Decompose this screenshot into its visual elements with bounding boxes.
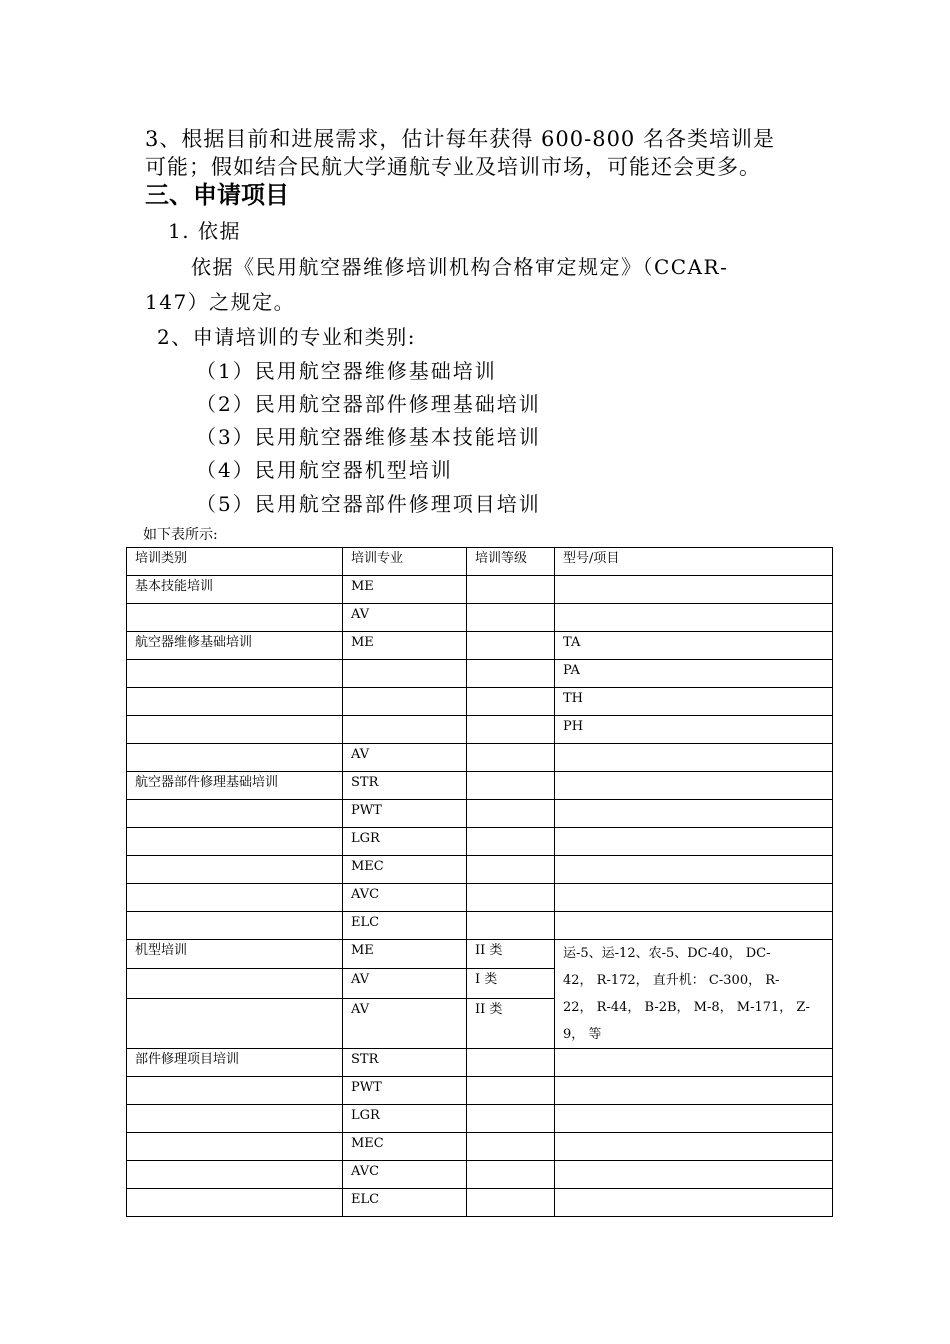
cell-level [467,1189,555,1217]
training-type-item: （2）民用航空器部件修理基础培训 [196,392,541,416]
cell-category [127,1161,343,1189]
cell-category [127,998,343,1048]
training-type-item: （1）民用航空器维修基础培训 [196,359,497,383]
cell-model [555,1049,833,1077]
table-row [127,604,833,632]
cell-specialty: ME [343,576,467,604]
header-specialty: 培训专业 [343,548,467,576]
cell-category: 航空器维修基础培训 [127,632,343,660]
table-header-row [127,548,833,576]
cell-category [127,660,343,688]
training-type-item: （3）民用航空器维修基本技能培训 [196,425,541,449]
cell-level [467,828,555,856]
table-row [127,884,833,912]
header-level: 培训等级 [467,548,555,576]
cell-level [467,772,555,800]
cell-specialty: ELC [343,1189,467,1217]
cell-level [467,884,555,912]
table-caption: 如下表所示: [143,527,218,543]
cell-level [467,1077,555,1105]
cell-specialty: LGR [343,1105,467,1133]
cell-model [555,1077,833,1105]
item-1-text-line-1: 依据《民用航空器维修培训机构合格审定规定》（CCAR- [191,255,729,279]
cell-model: TA [555,632,833,660]
cell-specialty: PWT [343,1077,467,1105]
cell-specialty: AV [343,969,467,998]
cell-category [127,800,343,828]
cell-level [467,604,555,632]
table-row [127,1133,833,1161]
cell-level [467,576,555,604]
cell-level [467,1105,555,1133]
model-types-line: 9， 等 [563,1027,602,1042]
cell-model [555,1133,833,1161]
cell-level [467,1049,555,1077]
cell-model [555,828,833,856]
cell-category [127,828,343,856]
cell-category [127,716,343,744]
cell-specialty: STR [343,1049,467,1077]
table-row [127,940,833,969]
training-table [126,547,833,1217]
cell-specialty: ELC [343,912,467,940]
cell-level [467,632,555,660]
table-row [127,772,833,800]
cell-specialty: AVC [343,884,467,912]
cell-specialty: AV [343,744,467,772]
table-row [127,716,833,744]
section-heading: 三、申请项目 [145,181,289,209]
cell-category: 部件修理项目培训 [127,1049,343,1077]
cell-level [467,800,555,828]
table-row [127,1077,833,1105]
cell-specialty: AV [343,998,467,1048]
cell-model: TH [555,688,833,716]
table-row [127,912,833,940]
training-type-item: （4）民用航空器机型培训 [196,458,453,482]
cell-level [467,1161,555,1189]
cell-level [467,688,555,716]
cell-level: II 类 [467,998,555,1048]
cell-model [555,744,833,772]
cell-category [127,912,343,940]
item-1-title: 1. 依据 [168,219,241,243]
cell-category [127,969,343,998]
cell-category: 基本技能培训 [127,576,343,604]
paragraph-3-line-1: 3、根据目前和进展需求，估计每年获得 600-800 名各类培训是 [145,127,775,151]
table-row [127,1105,833,1133]
model-types-line: 22， R-44， B-2B， M-8， M-171， Z- [563,1000,810,1015]
table-row [127,856,833,884]
cell-level [467,660,555,688]
cell-model [555,912,833,940]
cell-category: 航空器部件修理基础培训 [127,772,343,800]
cell-model [555,772,833,800]
table-row [127,688,833,716]
cell-specialty: ME [343,940,467,969]
training-type-item: （5）民用航空器部件修理项目培训 [196,492,541,516]
cell-category [127,604,343,632]
cell-specialty: STR [343,772,467,800]
cell-model [555,800,833,828]
cell-category [127,1133,343,1161]
cell-category [127,1077,343,1105]
item-2-title: 2、申请培训的专业和类别: [157,325,416,349]
cell-model [555,856,833,884]
cell-level [467,912,555,940]
cell-level: II 类 [467,940,555,969]
cell-model [555,1189,833,1217]
cell-specialty: AVC [343,1161,467,1189]
table-row [127,828,833,856]
cell-model-types [555,940,833,1049]
cell-specialty [343,688,467,716]
table-row [127,1161,833,1189]
cell-level: I 类 [467,969,555,998]
cell-model: PA [555,660,833,688]
cell-category [127,688,343,716]
cell-category: 机型培训 [127,940,343,969]
cell-level [467,716,555,744]
cell-model [555,1161,833,1189]
cell-category [127,744,343,772]
header-category: 培训类别 [127,548,343,576]
table-row [127,800,833,828]
table-row [127,1189,833,1217]
cell-category [127,856,343,884]
table-row [127,1049,833,1077]
table-row [127,660,833,688]
cell-specialty: AV [343,604,467,632]
cell-category [127,1105,343,1133]
cell-category [127,1189,343,1217]
cell-model [555,604,833,632]
cell-level [467,744,555,772]
cell-specialty: PWT [343,800,467,828]
table-row [127,632,833,660]
table-row [127,576,833,604]
paragraph-3-line-2: 可能；假如结合民航大学通航专业及培训市场，可能还会更多。 [145,155,761,179]
cell-model [555,1105,833,1133]
cell-specialty: LGR [343,828,467,856]
header-model: 型号/项目 [555,548,833,576]
cell-level [467,856,555,884]
model-types-line: 42， R-172， 直升机： C-300， R- [563,973,780,988]
cell-specialty [343,660,467,688]
cell-model: PH [555,716,833,744]
model-types-line: 运-5、运-12、农-5、DC-40， DC- [563,946,771,961]
cell-specialty [343,716,467,744]
cell-category [127,884,343,912]
cell-model [555,884,833,912]
table-row [127,744,833,772]
item-1-text-line-2: 147）之规定。 [145,290,296,314]
cell-model [555,576,833,604]
cell-specialty: ME [343,632,467,660]
cell-specialty: MEC [343,856,467,884]
cell-level [467,1133,555,1161]
cell-specialty: MEC [343,1133,467,1161]
